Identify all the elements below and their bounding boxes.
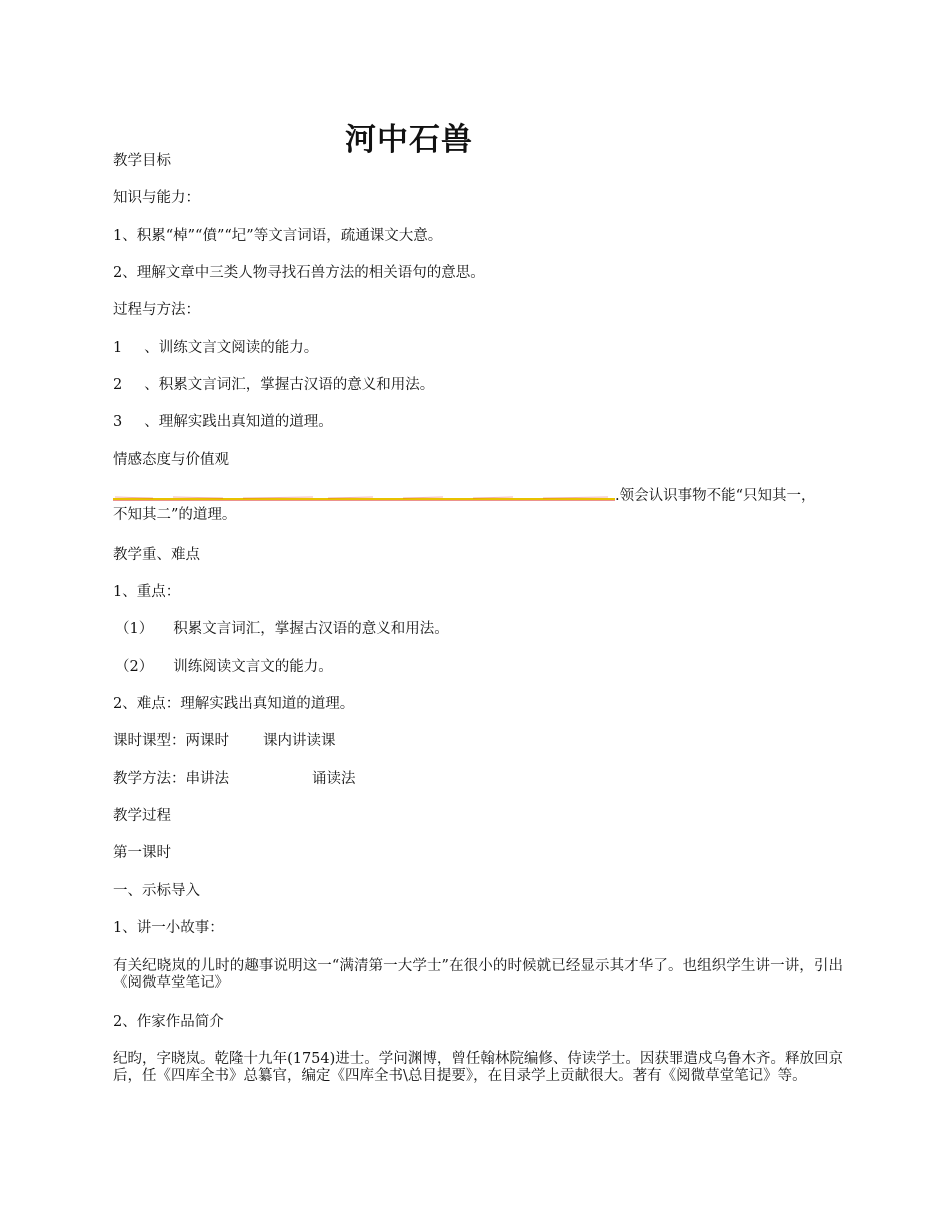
goal-item-2: 2、理解文章中三类人物寻找石兽方法的相关语句的意思。 bbox=[113, 265, 485, 281]
section-intro: 一、示标导入 bbox=[113, 883, 200, 899]
attitude-text-continued: 不知其二”的道理。 bbox=[113, 507, 237, 523]
process-item-2-number: 2 bbox=[113, 377, 123, 393]
key-point-item-1-text: 积累文言词汇，掌握古汉语的意义和用法。 bbox=[173, 621, 449, 637]
author-intro-item: 2、作家作品简介 bbox=[113, 1014, 224, 1030]
key-point-label: 1、重点： bbox=[113, 584, 181, 600]
process-item-2-text: 、积累文言词汇，掌握古汉语的意义和用法。 bbox=[144, 377, 435, 393]
attitude-paragraph bbox=[113, 487, 843, 525]
difficulty-line: 2、难点：理解实践出真知道的道理。 bbox=[113, 696, 355, 712]
heading-teaching-goals: 教学目标 bbox=[113, 153, 171, 169]
process-item-3-text: 、理解实践出真知道的道理。 bbox=[144, 414, 333, 430]
process-item-2 bbox=[113, 377, 434, 394]
key-point-item-1-number: （1） bbox=[115, 621, 154, 637]
process-item-1 bbox=[113, 340, 318, 357]
redacted-text-mark bbox=[113, 488, 615, 502]
heading-key-points: 教学重、难点 bbox=[113, 547, 200, 563]
key-point-item-2 bbox=[115, 659, 333, 676]
teaching-method-line bbox=[113, 771, 356, 788]
lesson-type-label: 课时课型：两课时 bbox=[113, 733, 229, 749]
goal-item-1: 1、积累“棹”“僨”“圮”等文言词语，疏通课文大意。 bbox=[113, 228, 443, 244]
subheading-process: 过程与方法： bbox=[113, 302, 200, 318]
attitude-text-tail: .领会认识事物不能“只知其一， bbox=[615, 488, 816, 504]
heading-teaching-process: 教学过程 bbox=[113, 808, 171, 824]
lesson-type-value: 课内讲读课 bbox=[263, 733, 336, 749]
process-item-1-text: 、训练文言文阅读的能力。 bbox=[144, 340, 319, 356]
teaching-method-value: 诵读法 bbox=[312, 771, 356, 787]
first-lesson-label: 第一课时 bbox=[113, 845, 171, 861]
teaching-method-label: 教学方法：串讲法 bbox=[113, 771, 229, 787]
story-item: 1、讲一小故事： bbox=[113, 920, 224, 936]
key-point-item-2-text: 训练阅读文言文的能力。 bbox=[173, 659, 333, 675]
lesson-type-line bbox=[113, 733, 336, 750]
key-point-item-2-number: （2） bbox=[115, 659, 154, 675]
process-item-3 bbox=[113, 414, 333, 431]
subheading-attitude: 情感态度与价值观 bbox=[113, 452, 229, 468]
key-point-item-1 bbox=[115, 621, 449, 638]
subheading-knowledge: 知识与能力： bbox=[113, 190, 200, 206]
process-item-1-number: 1 bbox=[113, 340, 123, 356]
document-title: 河中石兽 bbox=[345, 122, 473, 158]
author-paragraph: 纪昀，字晓岚。乾隆十九年(1754)进士。学问渊博，曾任翰林院编修、侍读学士。因获罪遣戍乌鲁木齐。释放回京后，任《四库全书》总纂官，编定《四库全书\总目提要》，在目录学上贡献很大。著有《阅微草堂笔记》等。 bbox=[113, 1051, 843, 1084]
process-item-3-number: 3 bbox=[113, 414, 123, 430]
story-paragraph: 有关纪晓岚的儿时的趣事说明这一“满清第一大学士”在很小的时候就已经显示其才华了。也组织学生讲一讲，引出《阅微草堂笔记》 bbox=[113, 958, 843, 991]
